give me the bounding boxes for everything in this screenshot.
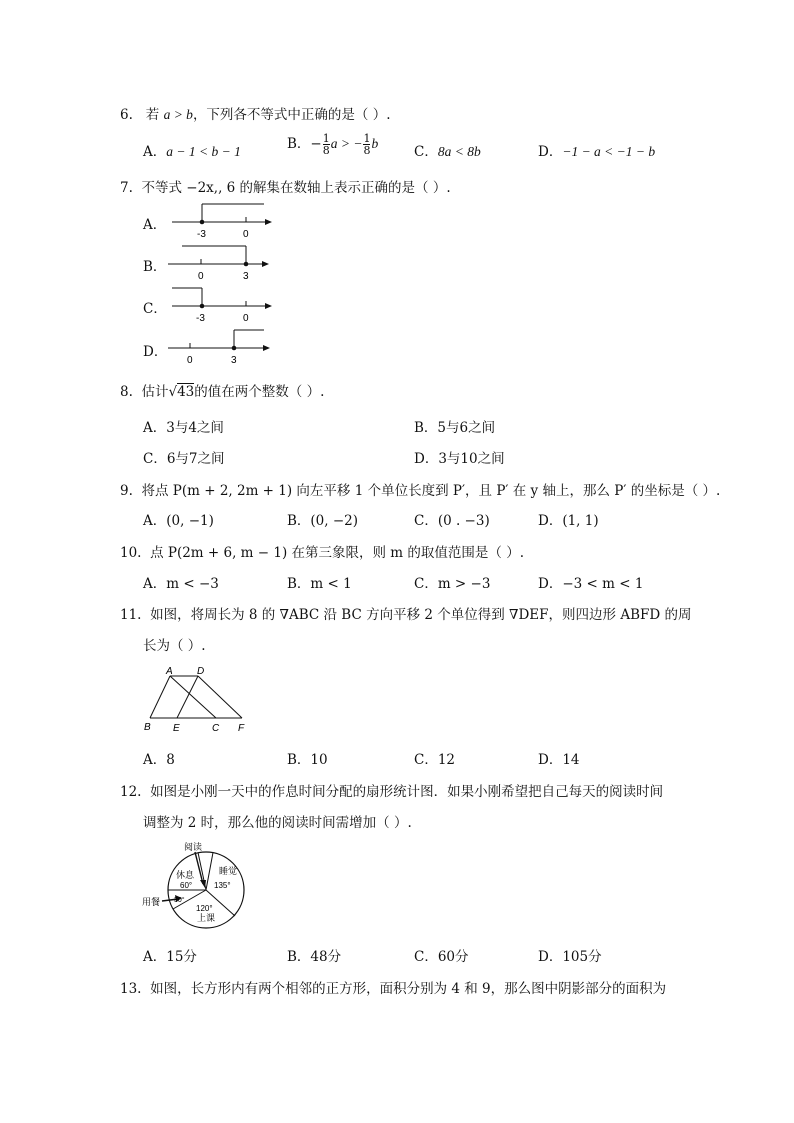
option-a: A．8 <box>143 752 175 768</box>
number-line-c <box>168 284 278 326</box>
option-a: A．15分 <box>143 949 197 965</box>
option-c: C．(0 . −3) <box>414 513 490 529</box>
question-7-stem <box>120 176 451 196</box>
number-line-b <box>168 242 278 284</box>
label-a: A <box>166 666 173 677</box>
stem-text: 将点 P(m + 2, 2m + 1) 向左平移 1 个单位长度到 P′，且 P′ 在 y 轴上，那么 P′ 的坐标是（ ）. <box>141 483 721 499</box>
option-c: C．m > −3 <box>414 576 491 592</box>
option-b: B．5与6之间 <box>414 420 496 436</box>
option-b: B．48分 <box>287 949 342 965</box>
option-text: −1 − a < −1 − b <box>562 144 656 159</box>
question-11-stem-line2: 长为（ ）. <box>143 638 206 654</box>
stem-text: 若 <box>145 107 160 123</box>
stem-text: ，下列各不等式中正确的是（ ）. <box>192 107 391 123</box>
segment-ac <box>170 676 216 718</box>
fraction-one-eighth <box>323 133 330 156</box>
label-reading: 阅读 <box>184 842 203 852</box>
sqrt-sign: √ <box>168 384 178 400</box>
tick-label: 3 <box>231 355 237 366</box>
question-6-stem <box>120 103 391 123</box>
question-12-stem <box>120 780 663 800</box>
option-d <box>538 140 655 160</box>
number-line-d <box>168 326 278 368</box>
option-b-label: B． <box>143 259 167 275</box>
tick-label: -3 <box>196 313 205 324</box>
option-a <box>143 140 241 160</box>
number-line-a <box>168 200 278 242</box>
solid-point <box>244 262 249 267</box>
question-number: 7. <box>120 180 133 196</box>
label-c: C <box>212 723 220 734</box>
question-number: 8. <box>120 384 133 400</box>
label-class: 上课 <box>197 913 216 923</box>
arrow-head <box>262 261 269 267</box>
option-a: A．m < −3 <box>143 576 219 592</box>
option-a: A．(0, −1) <box>143 513 214 529</box>
option-c: C．6与7之间 <box>143 451 225 467</box>
label-sleep: 睡觉 <box>219 866 238 876</box>
arrow-head <box>265 303 272 309</box>
option-c-label: C． <box>143 301 167 317</box>
stem-text: 如图，将周长为 8 的 ∇ABC 沿 BC 方向平移 2 个单位得到 ∇DEF，则四边形 ABFD 的周 <box>150 607 692 623</box>
fraction-one-eighth <box>363 133 370 156</box>
stem-text: 的值在两个整数（ ）. <box>194 384 325 400</box>
segment-df <box>198 676 242 718</box>
option-a-label: A． <box>143 217 167 233</box>
option-label: C． <box>414 144 438 160</box>
option-label: D． <box>538 144 563 160</box>
question-number: 13. <box>120 981 142 997</box>
numerator: 1 <box>363 132 371 145</box>
option-b <box>287 132 378 156</box>
pie-divider <box>206 853 213 891</box>
label-b: B <box>144 722 151 733</box>
solid-point <box>200 220 205 225</box>
label-rest-angle: 60° <box>180 881 193 890</box>
option-d-label: D． <box>143 344 168 360</box>
solid-point <box>200 304 205 309</box>
question-9-stem <box>120 479 720 499</box>
tick-label: 0 <box>187 355 193 366</box>
option-d: D．−3 < m < 1 <box>538 576 644 592</box>
question-8-stem <box>120 380 324 400</box>
question-12-stem-line2: 调整为 2 时，那么他的阅读时间需增加（ ）. <box>143 815 412 831</box>
question-number: 10. <box>120 545 142 561</box>
question-11-stem <box>120 603 691 623</box>
question-number: 11. <box>120 607 142 623</box>
label-meal-angle: 30° <box>174 897 185 904</box>
pointer-arrow-head <box>200 880 206 888</box>
condition-math: a > b <box>163 107 193 122</box>
numerator: 1 <box>322 132 330 145</box>
label-meal: 用餐 <box>142 897 161 907</box>
label-sleep-angle: 135° <box>214 881 231 890</box>
denominator: 8 <box>322 144 330 157</box>
stem-text: 如图是小刚一天中的作息时间分配的扇形统计图．如果小刚希望把自己每天的阅读时间 <box>150 784 664 800</box>
tick-label: -3 <box>197 229 206 240</box>
label-e: E <box>173 723 180 734</box>
question-number: 6. <box>120 107 133 123</box>
question-number: 12. <box>120 784 142 800</box>
option-label: B． <box>287 136 311 152</box>
segment-de <box>177 676 198 718</box>
denominator: 8 <box>363 144 371 157</box>
arrow-head <box>265 219 272 225</box>
option-d: D．105分 <box>538 949 602 965</box>
option-a: A．3与4之间 <box>143 420 224 436</box>
arrow-head <box>263 345 270 351</box>
label-rest: 休息 <box>176 870 195 880</box>
tick-label: 0 <box>198 271 204 282</box>
option-text: b <box>371 136 379 151</box>
pie-chart-figure <box>140 838 252 934</box>
option-c: C．60分 <box>414 949 469 965</box>
option-text: a − 1 < b − 1 <box>166 144 241 159</box>
option-d: D．(1, 1) <box>538 513 599 529</box>
stem-text: 点 P(2m + 6, m − 1) 在第三象限，则 m 的取值范围是（ ）. <box>150 545 524 561</box>
tick-label: 3 <box>243 271 249 282</box>
tick-label: 0 <box>243 229 249 240</box>
radicand: 43 <box>177 384 195 400</box>
option-c: C．12 <box>414 752 456 768</box>
option-b: B．m < 1 <box>287 576 352 592</box>
option-label: A． <box>143 144 167 160</box>
stem-text: 估计 <box>141 384 169 400</box>
option-b: B．10 <box>287 752 328 768</box>
question-10-stem <box>120 541 524 561</box>
label-class-angle: 120° <box>196 904 213 913</box>
question-number: 9. <box>120 483 133 499</box>
minus-sign: − <box>310 136 322 152</box>
segment-ab <box>150 676 170 718</box>
option-d: D．14 <box>538 752 580 768</box>
stem-text: 如图，长方形内有两个相邻的正方形，面积分别为 4 和 9，那么图中阴影部分的面积为 <box>150 981 667 997</box>
tick-label: 0 <box>243 313 249 324</box>
translation-figure <box>140 664 260 738</box>
solid-point <box>232 346 237 351</box>
label-f: F <box>238 723 245 734</box>
label-d: D <box>197 666 205 677</box>
option-text: a > − <box>330 136 363 151</box>
option-b: B．(0, −2) <box>287 513 359 529</box>
stem-text: 不等式 −2x,, 6 的解集在数轴上表示正确的是（ ）. <box>141 180 451 196</box>
option-d: D．3与10之间 <box>414 451 505 467</box>
option-c <box>414 140 481 160</box>
question-13-stem <box>120 977 666 997</box>
option-text: 8a < 8b <box>437 144 481 159</box>
